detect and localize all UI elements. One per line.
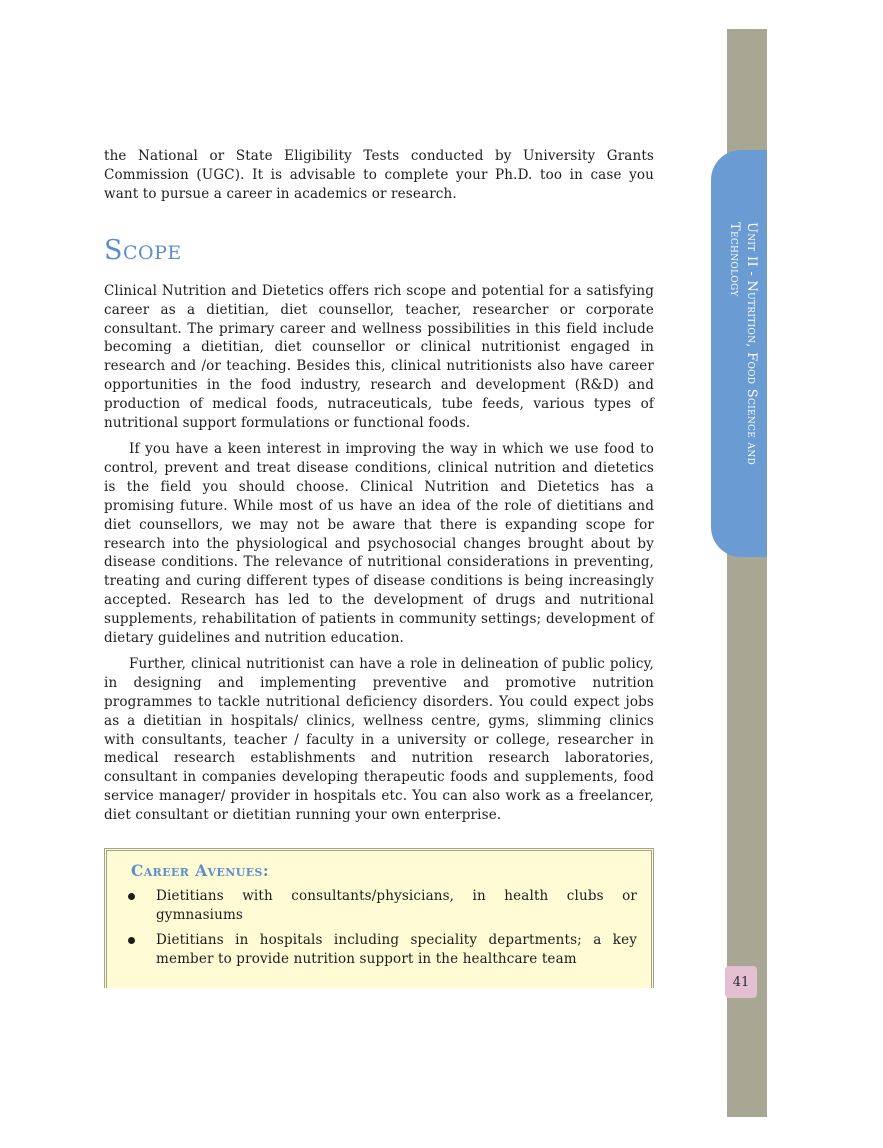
career-avenues-list [125, 887, 637, 975]
bullet-icon [128, 893, 135, 900]
unit-title: Unit II - Nutrition, Food Science and Technology [727, 222, 759, 466]
career-avenues-box [104, 848, 654, 988]
scope-paragraph-3: Further, clinical nutritionist can have a role in delineation of public policy, in designing and implementing preventive and promotive nutrition programmes to tackle nutritional deficiency disorders. You could expect jobs as a dietitian in hospitals/ clinics, wellness centre, gyms, slimming clinics with consultants, teacher / faculty in a university or college, researcher in medical research establishments and nutrition research laboratories, consultant in companies developing therapeutic foods and supplements, food service manager/ provider in hospitals etc. You can also work as a freelancer, diet consultant or dietitian running your own enterprise. [104, 655, 654, 824]
scope-paragraph-2: If you have a keen interest in improving the way in which we use food to control, prevent and treat disease conditions, clinical nutrition and dietetics is the field you should choose. Clinical Nutrition and Dietetics has a promising future. While most of us have an idea of the role of dietitians and diet counsellors, we may not be aware that there is expanding scope for research into the physiological and psychosocial changes brought about by disease conditions. The relevance of nutritional considerations in preventing, treating and curing different types of disease conditions is being increasingly accepted. Research has led to the development of drugs and nutritional supplements, rehabilitation of patients in community settings; development of dietary guidelines and nutrition education. [104, 440, 654, 647]
list-item [125, 887, 637, 925]
intro-paragraph: the National or State Eligibility Tests conducted by University Grants Commission (UGC). It is advisable to complete your Ph.D. too in case you want to pursue a career in academics or research. [104, 148, 654, 202]
list-item [125, 931, 637, 969]
bullet-icon [128, 937, 135, 944]
career-avenues-title: Career Avenues: [131, 861, 269, 880]
page-number: 41 [725, 966, 757, 998]
text-column [104, 147, 654, 825]
list-item-text: Dietitians in hospitals including speciality departments; a key member to provide nutrition support in the healthcare team [156, 931, 637, 967]
scope-paragraph-1: Clinical Nutrition and Dietetics offers rich scope and potential for a satisfying career as a dietitian, diet counsellor, teacher, researcher or corporate consultant. The primary career and wellness possibilities in this field include becoming a dietitian, diet counsellor or clinical nutritionist engaged in research and /or teaching. Besides this, clinical nutritionists also have career opportunities in the food industry, research and development (R&D) and production of medical foods, nutraceuticals, tube feeds, various types of nutritional support formulations or functional foods. [104, 282, 654, 432]
list-item-text: Dietitians with consultants/physicians, in health clubs or gymnasiums [156, 888, 637, 923]
scope-heading: Scope [104, 234, 182, 266]
